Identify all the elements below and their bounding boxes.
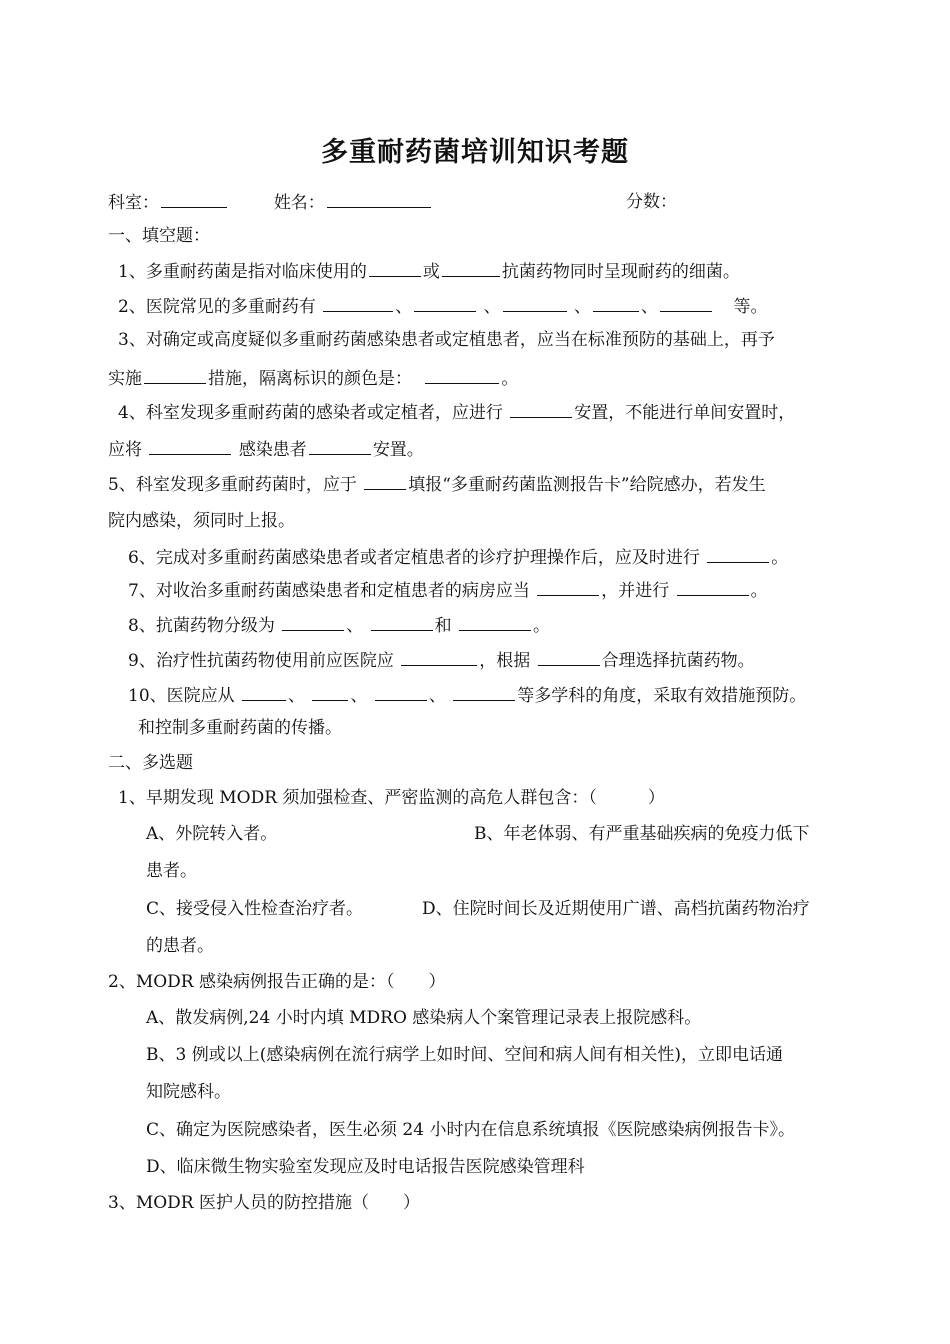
fill-q3-text: 实施: [108, 369, 142, 389]
fill-q7-blank-2[interactable]: [677, 578, 749, 596]
multi-q2-option-b[interactable]: B、3 例或以上(感染病例在流行病学上如时间、空间和病人间有相关性)，立即电话通: [146, 1045, 783, 1065]
fill-q10-line2: 和控制多重耐药菌的传播。: [138, 718, 342, 738]
multi-q2-option-b-cont: 知院感科。: [146, 1082, 231, 1102]
fill-q2-end: 等。: [733, 297, 768, 317]
fill-q7-text-mid: ，并进行: [601, 581, 670, 601]
fill-q6-blank-1[interactable]: [707, 545, 769, 563]
fill-q8-sep: 、: [346, 616, 364, 636]
fill-q3-text-mid: 措施，隔离标识的颜色是：: [208, 369, 412, 389]
fill-q3-line2: [108, 366, 518, 391]
multi-q1-option-d-cont: 的患者。: [146, 936, 214, 956]
fill-q10-sep-3: 、: [428, 686, 446, 706]
fill-q5-text-mid: 填报“多重耐药菌监测报告卡”给院感办，若发生: [408, 475, 766, 495]
fill-q10-sep-1: 、: [288, 686, 306, 706]
fill-q5-blank-1[interactable]: [364, 472, 406, 490]
fill-q4-line2: [108, 437, 424, 462]
multi-q2-option-c[interactable]: C、确定为医院感染者，医生必须 24 小时内在信息系统填报《医院感染病例报告卡》。: [146, 1120, 795, 1140]
fill-q9-end: 合理选择抗菌药物。: [601, 651, 755, 671]
fill-q8-end: 。: [533, 616, 551, 636]
fill-q8-blank-1[interactable]: [282, 613, 344, 631]
fill-q7: [128, 578, 768, 603]
fill-q10-blank-2[interactable]: [312, 683, 348, 701]
fill-q2-blank-5[interactable]: [660, 294, 712, 312]
fill-q3-blank-1[interactable]: [144, 366, 206, 384]
section-multi-heading: 二、多选题: [108, 753, 193, 773]
multi-q2-option-a[interactable]: A、散发病例,24 小时内填 MDRO 感染病人个案管理记录表上报院感科。: [146, 1008, 702, 1028]
fill-q5-line2: 院内感染，须同时上报。: [108, 511, 295, 531]
fill-q1-blank-2[interactable]: [442, 259, 500, 277]
fill-q10-blank-1[interactable]: [242, 683, 286, 701]
fill-q4-blank-1[interactable]: [510, 400, 572, 418]
multi-q1-option-b-cont: 患者。: [146, 861, 197, 881]
fill-q4-text: 4、科室发现多重耐药菌的感染者或定植者，应进行: [118, 403, 503, 423]
page-title: 多重耐药菌培训知识考题: [321, 137, 629, 168]
fill-q1-text-or: 或: [422, 262, 440, 282]
fill-q2-sep-4: 、: [641, 297, 659, 317]
fill-q2-sep-3: 、: [574, 297, 592, 317]
fill-q8-blank-3[interactable]: [459, 613, 531, 631]
fill-q4-blank-3[interactable]: [309, 437, 371, 455]
dept-field[interactable]: [161, 190, 227, 208]
score-label: 分数：: [626, 192, 677, 212]
fill-q4-blank-2[interactable]: [149, 437, 231, 455]
fill-q6-text: 6、完成对多重耐药菌感染患者或者定植患者的诊疗护理操作后，应及时进行: [128, 548, 700, 568]
fill-q4-text-mid: 安置，不能进行单间安置时，: [574, 403, 796, 423]
fill-q7-end: 。: [750, 581, 768, 601]
fill-q6-end: 。: [771, 548, 789, 568]
fill-q4-text-2: 应将: [108, 440, 142, 460]
fill-q2-blank-2[interactable]: [414, 294, 476, 312]
fill-q9-blank-1[interactable]: [401, 648, 477, 666]
fill-q2-blank-4[interactable]: [593, 294, 639, 312]
fill-q3-blank-2[interactable]: [425, 366, 499, 384]
dept-label: 科室：: [108, 193, 159, 213]
fill-q10-text-end: 等多学科的角度，采取有效措施预防。: [517, 686, 807, 706]
fill-q2: [118, 294, 767, 319]
fill-q5-line1: [108, 472, 766, 497]
fill-q1-blank-1[interactable]: [369, 259, 421, 277]
fill-q2-blank-3[interactable]: [503, 294, 567, 312]
fill-q7-text: 7、对收治多重耐药菌感染患者和定植患者的病房应当: [128, 581, 530, 601]
fill-q2-sep-1: 、: [395, 297, 413, 317]
multi-q1: 1、早期发现 MODR 须加强检查、严密监测的高危人群包含：（ ）: [118, 788, 665, 808]
fill-q2-text: 2、医院常见的多重耐药有: [118, 297, 316, 317]
section-fill-heading: 一、填空题：: [108, 226, 210, 246]
fill-q4-line1: [118, 400, 795, 425]
fill-q4-text-3: 感染患者: [238, 440, 307, 460]
name-label: 姓名：: [273, 193, 325, 213]
multi-q2: 2、MODR 感染病例报告正确的是：（ ）: [108, 972, 446, 992]
fill-q9-text: 9、治疗性抗菌药物使用前应医院应: [128, 651, 394, 671]
fill-q9: [128, 648, 755, 673]
multi-q1-option-b[interactable]: B、年老体弱、有严重基础疾病的免疫力低下: [474, 824, 810, 844]
fill-q4-end: 安置。: [372, 440, 424, 460]
fill-q7-blank-1[interactable]: [537, 578, 599, 596]
fill-q10-blank-3[interactable]: [375, 683, 427, 701]
name-field[interactable]: [327, 190, 431, 208]
fill-q8-blank-2[interactable]: [371, 613, 433, 631]
multi-q1-option-d[interactable]: D、住院时间长及近期使用广谱、高档抗菌药物治疗: [422, 899, 810, 919]
fill-q1-text-end: 抗菌药物同时呈现耐药的细菌。: [501, 262, 740, 282]
fill-q1-text: 1、多重耐药菌是指对临床使用的: [118, 262, 367, 282]
fill-q10-blank-4[interactable]: [453, 683, 515, 701]
fill-q1: [118, 259, 740, 284]
fill-q8-and: 和: [434, 616, 452, 636]
fill-q10-line1: [128, 683, 806, 708]
fill-q2-sep-2: 、: [483, 297, 501, 317]
multi-q2-option-d[interactable]: D、临床微生物实验室发现应及时电话报告医院感染管理科: [146, 1157, 585, 1177]
fill-q3-line1: 3、对确定或高度疑似多重耐药菌感染患者或定植患者，应当在标准预防的基础上，再予: [118, 330, 775, 350]
fill-q8: [128, 613, 550, 638]
fill-q9-text-mid: ，根据: [479, 651, 531, 671]
fill-q2-blank-1[interactable]: [323, 294, 393, 312]
fill-q10-sep-2: 、: [350, 686, 368, 706]
multi-q3: 3、MODR 医护人员的防控措施（ ）: [108, 1193, 420, 1213]
fill-q8-text: 8、抗菌药物分级为: [128, 616, 275, 636]
header-row: [108, 190, 433, 215]
multi-q1-option-c[interactable]: C、接受侵入性检查治疗者。: [146, 899, 364, 919]
fill-q3-end: 。: [501, 369, 519, 389]
fill-q10-text: 10、医院应从: [128, 686, 235, 706]
fill-q9-blank-2[interactable]: [538, 648, 600, 666]
fill-q5-text: 5、科室发现多重耐药菌时，应于: [108, 475, 357, 495]
multi-q1-option-a[interactable]: A、外院转入者。: [146, 824, 278, 844]
fill-q6: [128, 545, 788, 570]
